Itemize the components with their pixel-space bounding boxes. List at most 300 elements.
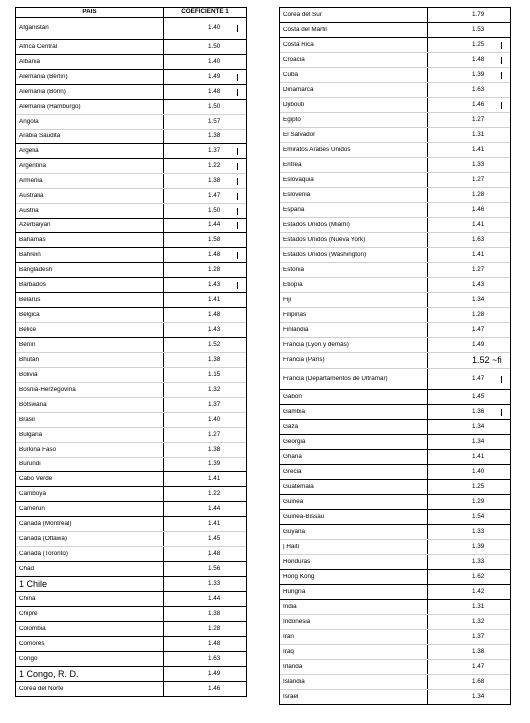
coefficient-cell bbox=[427, 525, 510, 539]
tick-mark bbox=[237, 89, 238, 96]
coefficient-value: 1.50 bbox=[208, 102, 221, 110]
country-cell: Costa del Marfil bbox=[283, 26, 327, 33]
country-cell: Austria bbox=[19, 207, 39, 214]
table-row bbox=[16, 323, 246, 338]
table-row bbox=[16, 174, 246, 189]
coefficient-cell bbox=[163, 55, 246, 69]
country-cell: Estados Unidos (Nueva York) bbox=[283, 236, 366, 243]
coefficient-cell bbox=[427, 98, 510, 112]
coefficient-value: 1.54 bbox=[472, 512, 485, 520]
coefficient-value: 1.28 bbox=[208, 265, 221, 273]
coefficient-value: 1.39 bbox=[208, 460, 221, 468]
coefficient-cell bbox=[427, 23, 510, 37]
coefficient-value: 1.22 bbox=[208, 489, 221, 497]
country-cell: Francia (París) bbox=[283, 357, 325, 364]
coefficient-cell bbox=[163, 383, 246, 397]
coefficient-value: 1.63 bbox=[208, 654, 221, 662]
country-cell: Cuba bbox=[283, 71, 299, 78]
table-row bbox=[16, 18, 246, 40]
coefficient-value: 1.28 bbox=[472, 190, 485, 198]
coefficient-value: 1.27 bbox=[472, 175, 485, 183]
coefficient-cell bbox=[163, 18, 246, 39]
table-row bbox=[16, 159, 246, 174]
table-row bbox=[280, 113, 510, 128]
coefficient-value: 1.41 bbox=[472, 250, 485, 258]
table-row bbox=[16, 263, 246, 278]
table-row bbox=[16, 682, 246, 696]
table-row bbox=[280, 308, 510, 323]
country-cell: Argelia bbox=[19, 147, 39, 154]
coefficient-cell bbox=[427, 585, 510, 599]
country-cell: Cabo Verde bbox=[19, 475, 53, 482]
table-row bbox=[16, 667, 246, 682]
country-cell: Benín bbox=[19, 341, 36, 348]
coefficient-cell bbox=[427, 450, 510, 464]
tick-mark bbox=[237, 74, 238, 81]
table-row bbox=[16, 398, 246, 413]
coefficient-cell bbox=[427, 218, 510, 232]
coefficient-cell bbox=[427, 83, 510, 97]
coefficient-cell bbox=[163, 592, 246, 606]
table-row bbox=[16, 487, 246, 502]
table-row bbox=[16, 204, 246, 219]
coefficient-value: 1.31 bbox=[472, 602, 485, 610]
tick-mark bbox=[237, 222, 238, 229]
coefficient-value: 1.39 bbox=[472, 542, 485, 550]
coefficient-value: 1.43 bbox=[208, 280, 221, 288]
coefficient-cell bbox=[163, 204, 246, 218]
coefficient-cell bbox=[163, 607, 246, 621]
coefficient-value: 1.40 bbox=[472, 467, 485, 475]
country-cell: Bhután bbox=[19, 356, 39, 363]
table-row bbox=[280, 8, 510, 23]
table-header bbox=[16, 8, 246, 18]
coefficient-value: 1.41 bbox=[472, 220, 485, 228]
coefficient-cell bbox=[163, 502, 246, 516]
coefficient-cell bbox=[163, 85, 246, 99]
table-row bbox=[280, 68, 510, 83]
coefficient-value: 1.33 bbox=[472, 557, 485, 565]
country-cell: Bahrein bbox=[19, 251, 41, 258]
country-cell: Finlandia bbox=[283, 326, 309, 333]
coefficient-value: 1.63 bbox=[472, 235, 485, 243]
country-cell: Belarus bbox=[19, 296, 41, 303]
coefficient-cell bbox=[163, 233, 246, 247]
coefficient-value: 1.43 bbox=[208, 325, 221, 333]
coefficient-value: 1.41 bbox=[472, 452, 485, 460]
country-cell: Eritrea bbox=[283, 161, 302, 168]
coefficient-value: 1.34 bbox=[472, 422, 485, 430]
country-cell: Bulgaria bbox=[19, 431, 43, 438]
table-row bbox=[280, 263, 510, 278]
coefficient-cell bbox=[163, 532, 246, 546]
coefficient-value: 1.41 bbox=[472, 145, 485, 153]
country-cell: Botswana bbox=[19, 401, 47, 408]
left-table-body bbox=[16, 18, 246, 696]
country-cell: Alemania (Berlín) bbox=[19, 73, 68, 80]
table-row bbox=[280, 390, 510, 405]
coefficient-value: 1.47 bbox=[472, 374, 485, 382]
coefficient-value: 1.34 bbox=[472, 295, 485, 303]
coefficient-value: 1.45 bbox=[208, 534, 221, 542]
country-cell: Emiratos Arabes Unidos bbox=[283, 146, 351, 153]
coefficient-value: 1.37 bbox=[472, 632, 485, 640]
country-cell: Chipre bbox=[19, 610, 38, 617]
table-row bbox=[280, 630, 510, 645]
table-row bbox=[16, 55, 246, 70]
country-cell: Egipto bbox=[283, 116, 301, 123]
coefficient-value: 1.48 bbox=[208, 639, 221, 647]
country-cell: Bélgica bbox=[19, 311, 40, 318]
country-cell: Albania bbox=[19, 58, 41, 65]
coefficient-cell bbox=[163, 115, 246, 129]
country-cell: Argentina bbox=[19, 162, 46, 169]
country-cell: Irlanda bbox=[283, 663, 303, 670]
tick-mark bbox=[237, 193, 238, 200]
table-row bbox=[280, 615, 510, 630]
coefficient-value: 1.33 bbox=[472, 527, 485, 535]
table-row bbox=[16, 278, 246, 293]
coefficient-value: 1.40 bbox=[208, 57, 221, 65]
coefficient-value: 1.50 bbox=[208, 206, 221, 214]
table-row bbox=[16, 189, 246, 204]
table-row bbox=[16, 472, 246, 487]
country-cell: Djibouti bbox=[283, 101, 304, 108]
table-row bbox=[16, 293, 246, 308]
table-row bbox=[280, 435, 510, 450]
coefficient-cell bbox=[427, 510, 510, 524]
coefficient-cell bbox=[163, 682, 246, 696]
coefficient-cell bbox=[427, 323, 510, 337]
coefficient-value: 1.27 bbox=[472, 265, 485, 273]
table-row bbox=[280, 203, 510, 218]
table-row bbox=[280, 450, 510, 465]
country-cell: Africa Central bbox=[19, 43, 58, 50]
coefficient-cell bbox=[163, 472, 246, 486]
coefficient-cell bbox=[163, 323, 246, 337]
country-cell: Honduras bbox=[283, 558, 311, 565]
coefficient-value: 1.39 bbox=[472, 70, 485, 78]
country-cell: Burkina Faso bbox=[19, 446, 57, 453]
country-cell: Camboya bbox=[19, 490, 46, 497]
table-row bbox=[280, 585, 510, 600]
coefficient-cell bbox=[163, 100, 246, 114]
coefficient-value: 1.38 bbox=[208, 132, 221, 140]
coefficient-cell bbox=[427, 68, 510, 82]
country-cell: Chad bbox=[19, 565, 35, 572]
country-cell: Comores bbox=[19, 640, 45, 647]
coefficient-cell bbox=[163, 428, 246, 442]
tick-mark bbox=[501, 409, 502, 416]
coefficient-cell bbox=[163, 70, 246, 84]
coefficient-cell bbox=[427, 203, 510, 217]
coefficient-cell bbox=[163, 353, 246, 367]
country-cell: Canadá (Ottawa) bbox=[19, 535, 67, 542]
country-cell: 1 Congo, R. D. bbox=[19, 669, 79, 679]
coefficient-cell bbox=[163, 219, 246, 232]
table-row bbox=[280, 188, 510, 203]
country-cell: Bosnia-Herzegovina bbox=[19, 386, 76, 393]
table-row bbox=[280, 555, 510, 570]
coefficient-value: 1.42 bbox=[472, 587, 485, 595]
coefficient-cell bbox=[427, 338, 510, 352]
table-row bbox=[280, 690, 510, 704]
country-cell: Guinea bbox=[283, 498, 304, 505]
tick-mark bbox=[237, 148, 238, 155]
country-cell: Francia (Lyon y demás) bbox=[283, 341, 349, 348]
coefficient-value: 1.38 bbox=[208, 176, 221, 184]
table-row bbox=[280, 480, 510, 495]
country-cell: Corea del Sur bbox=[283, 11, 322, 18]
table-row bbox=[16, 562, 246, 577]
table-row bbox=[280, 420, 510, 435]
coefficient-value: 1.41 bbox=[208, 519, 221, 527]
coefficient-value: 1.37 bbox=[208, 146, 221, 154]
country-cell: Estonia bbox=[283, 266, 305, 273]
table-row bbox=[16, 428, 246, 443]
table-row bbox=[280, 353, 510, 369]
coefficient-cell bbox=[427, 555, 510, 569]
table-row bbox=[280, 98, 510, 113]
coefficient-cell bbox=[427, 420, 510, 434]
right-table-body bbox=[280, 8, 510, 704]
coefficient-value: 1.62 bbox=[472, 572, 485, 580]
coefficient-value: 1.58 bbox=[208, 235, 221, 243]
coefficient-cell bbox=[427, 495, 510, 509]
coefficient-cell bbox=[427, 173, 510, 187]
country-cell: Eslovaquia bbox=[283, 176, 314, 183]
coefficient-cell bbox=[427, 630, 510, 644]
coefficient-value: 1.63 bbox=[472, 85, 485, 93]
table-row bbox=[280, 645, 510, 660]
table-row bbox=[16, 532, 246, 547]
country-cell: Canadá (Montreal) bbox=[19, 520, 72, 527]
coefficient-cell bbox=[427, 278, 510, 292]
coefficient-cell bbox=[163, 398, 246, 412]
coefficient-cell bbox=[427, 8, 510, 22]
country-cell: India bbox=[283, 603, 297, 610]
table-row bbox=[16, 338, 246, 353]
coefficient-value: 1.46 bbox=[208, 684, 221, 692]
country-cell: Brasil bbox=[19, 416, 35, 423]
country-cell: Ghana bbox=[283, 453, 302, 460]
coefficient-value: 1.50 bbox=[208, 42, 221, 50]
coefficient-value: 1.41 bbox=[208, 295, 221, 303]
table-row bbox=[16, 652, 246, 667]
coefficient-value: 1.36 bbox=[472, 407, 485, 415]
coefficient-value: 1.53 bbox=[472, 25, 485, 33]
table-row bbox=[16, 70, 246, 85]
table-row bbox=[16, 308, 246, 323]
coefficient-cell bbox=[163, 562, 246, 576]
country-cell: Estados Unidos (Miami) bbox=[283, 221, 350, 228]
table-row bbox=[280, 38, 510, 53]
table-row bbox=[16, 248, 246, 263]
coefficient-value: 1.46 bbox=[472, 100, 485, 108]
coefficient-cell bbox=[163, 308, 246, 322]
table-row bbox=[16, 443, 246, 458]
country-cell: Indonesia bbox=[283, 618, 311, 625]
coefficient-value: 1.25 bbox=[472, 40, 485, 48]
table-row bbox=[16, 413, 246, 428]
coefficient-value: 1.25 bbox=[472, 482, 485, 490]
coefficient-cell bbox=[427, 113, 510, 127]
table-row bbox=[280, 278, 510, 293]
coefficient-value: 1.15 bbox=[208, 370, 221, 378]
coefficient-cell bbox=[163, 458, 246, 471]
country-cell: Costa Rica bbox=[283, 41, 314, 48]
country-cell: 1 Chile bbox=[19, 579, 48, 589]
country-cell: Congo bbox=[19, 655, 38, 662]
table-row bbox=[16, 607, 246, 622]
country-cell: Estados Unidos (Washington) bbox=[283, 251, 367, 258]
table-row bbox=[280, 83, 510, 98]
coefficient-value: 1.44 bbox=[208, 504, 221, 512]
coefficient-value: 1.34 bbox=[472, 692, 485, 700]
country-cell: Armenia bbox=[19, 177, 43, 184]
tick-mark bbox=[237, 163, 238, 170]
coefficient-value: 1.27 bbox=[208, 430, 221, 438]
coefficient-value: 1.48 bbox=[208, 87, 221, 95]
country-cell: Gaza bbox=[283, 423, 299, 430]
country-cell: Alemania (Hamburgo) bbox=[19, 103, 81, 110]
coefficient-value: 1.22 bbox=[208, 161, 221, 169]
table-row bbox=[16, 233, 246, 248]
tick-mark bbox=[501, 376, 502, 383]
coefficient-cell bbox=[427, 263, 510, 277]
coefficient-cell bbox=[163, 487, 246, 501]
country-cell: Guinea-Bissau bbox=[283, 513, 325, 520]
table-row bbox=[16, 144, 246, 159]
country-cell: Hong Kong bbox=[283, 573, 315, 580]
coefficient-value: 1.38 bbox=[208, 355, 221, 363]
table-row bbox=[280, 570, 510, 585]
country-cell: Iraq bbox=[283, 648, 294, 655]
tick-mark bbox=[237, 208, 238, 215]
coefficient-value: 1.56 bbox=[208, 564, 221, 572]
coefficient-value: 1.47 bbox=[472, 325, 485, 333]
coefficient-cell bbox=[427, 435, 510, 449]
country-cell: Croacia bbox=[283, 56, 305, 63]
coefficient-value: 1.32 bbox=[472, 617, 485, 625]
tick-mark bbox=[237, 178, 238, 185]
country-column-header: PAIS bbox=[82, 9, 97, 16]
country-cell: China bbox=[19, 595, 36, 602]
table-row bbox=[16, 368, 246, 383]
coefficient-value: 1.33 bbox=[472, 160, 485, 168]
coefficient-cell bbox=[163, 144, 246, 158]
table-row bbox=[16, 115, 246, 130]
table-row bbox=[280, 323, 510, 338]
coefficient-cell bbox=[427, 353, 510, 368]
country-cell: El Salvador bbox=[283, 131, 316, 138]
table-row bbox=[16, 383, 246, 398]
coefficient-cell bbox=[427, 600, 510, 614]
coefficient-cell bbox=[163, 413, 246, 427]
table-row bbox=[280, 600, 510, 615]
country-cell: Belice bbox=[19, 326, 37, 333]
coefficient-value: 1.27 bbox=[472, 115, 485, 123]
country-cell: Eslovenia bbox=[283, 191, 311, 198]
country-cell: Dinamarca bbox=[283, 86, 314, 93]
coefficient-cell bbox=[427, 53, 510, 67]
country-cell: Azerbaiyan bbox=[19, 222, 51, 229]
country-cell: Canadá (Toronto) bbox=[19, 550, 69, 557]
country-cell: Bahamas bbox=[19, 236, 46, 243]
table-row bbox=[280, 495, 510, 510]
country-cell: Barbados bbox=[19, 281, 46, 288]
coefficient-value: 1.34 bbox=[472, 437, 485, 445]
coefficient-cell bbox=[427, 128, 510, 142]
coefficient-value: 1.43 bbox=[472, 280, 485, 288]
coefficient-value: 1.52 bbox=[208, 340, 221, 348]
coefficient-cell bbox=[163, 517, 246, 531]
coefficient-value: 1.52 ~fi bbox=[472, 355, 502, 365]
country-cell: Filipinas bbox=[283, 311, 307, 318]
tick-mark bbox=[237, 282, 238, 289]
table-row bbox=[280, 338, 510, 353]
coefficient-cell bbox=[427, 293, 510, 307]
country-cell: Georgia bbox=[283, 438, 306, 445]
coefficient-cell bbox=[427, 675, 510, 689]
country-cell: Alemania (Bonn) bbox=[19, 88, 66, 95]
coefficient-cell bbox=[427, 188, 510, 202]
country-cell: Australia bbox=[19, 192, 44, 199]
country-cell: Angola bbox=[19, 118, 39, 125]
coefficient-cell bbox=[163, 443, 246, 457]
table-row bbox=[16, 219, 246, 233]
coefficient-cell bbox=[427, 540, 510, 554]
coefficient-value: 1.48 bbox=[208, 549, 221, 557]
coefficient-value: 1.79 bbox=[472, 10, 485, 18]
country-cell: Camerún bbox=[19, 505, 45, 512]
country-cell: Colombia bbox=[19, 625, 46, 632]
coefficient-value: 1.40 bbox=[208, 24, 221, 32]
coefficient-cell bbox=[427, 480, 510, 494]
coefficient-value: 1.49 bbox=[472, 340, 485, 348]
country-cell: Francia (Departamentos de Ultramar) bbox=[283, 375, 388, 382]
table-row bbox=[280, 53, 510, 68]
table-row bbox=[280, 540, 510, 555]
coefficient-value: 1.28 bbox=[472, 310, 485, 318]
table-row bbox=[280, 465, 510, 480]
country-cell: Gambia bbox=[283, 408, 306, 415]
table-row bbox=[280, 218, 510, 233]
coefficient-cell bbox=[427, 570, 510, 584]
table-row bbox=[16, 40, 246, 55]
country-cell: Arabia Saudita bbox=[19, 133, 61, 140]
left-coefficient-table bbox=[15, 7, 247, 697]
table-row bbox=[280, 233, 510, 248]
country-cell: Irán bbox=[283, 633, 294, 640]
coefficient-value: 1.45 bbox=[472, 392, 485, 400]
table-row bbox=[16, 547, 246, 562]
coefficient-value: 1.32 bbox=[208, 385, 221, 393]
coefficient-cell bbox=[163, 652, 246, 666]
coefficient-cell bbox=[163, 174, 246, 188]
coefficient-cell bbox=[427, 248, 510, 262]
coefficient-value: 1.47 bbox=[208, 191, 221, 199]
coefficient-cell bbox=[427, 690, 510, 704]
table-row bbox=[280, 128, 510, 143]
country-cell: Grecia bbox=[283, 468, 302, 475]
table-row bbox=[16, 637, 246, 652]
country-cell: | Haití bbox=[283, 543, 300, 550]
table-row bbox=[280, 510, 510, 525]
table-row bbox=[280, 23, 510, 38]
table-row bbox=[280, 173, 510, 188]
tick-mark bbox=[237, 252, 238, 259]
